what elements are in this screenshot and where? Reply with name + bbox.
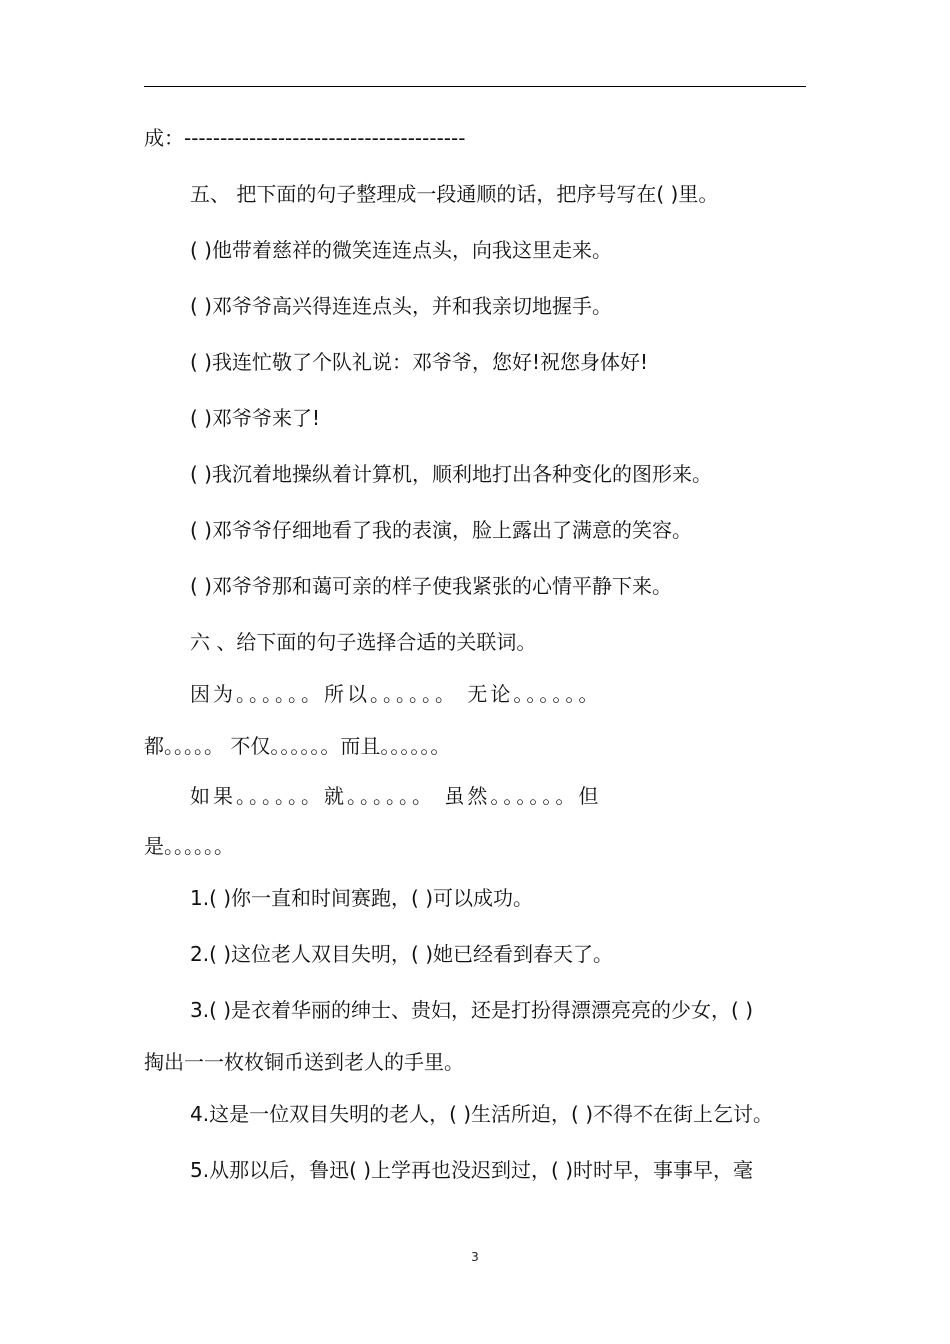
exercise-item: 1.( )你一直和时间赛跑，( )可以成功。 <box>190 886 534 910</box>
page-number: 3 <box>471 1250 479 1264</box>
exercise-item-continuation: 掏出一一枚枚铜币送到老人的手里。 <box>144 1050 464 1074</box>
exercise-item: 2.( )这位老人双目失明，( )她已经看到春天了。 <box>190 942 614 966</box>
sentence-line: ( )邓爷爷那和蔼可亲的样子使我紧张的心情平静下来。 <box>190 574 672 598</box>
conjunction-options: 是。。。。。。 <box>144 834 234 858</box>
exercise-item: 3.( )是衣着华丽的绅士、贵妇，还是打扮得漂漂亮亮的少女，( ) <box>190 998 754 1022</box>
section-heading-six: 六 、给下面的句子选择合适的关联词。 <box>190 630 537 654</box>
exercise-item: 5.从那以后，鲁迅( )上学再也没迟到过，( )时时早，事事早，毫 <box>190 1158 754 1182</box>
sentence-line: ( )邓爷爷高兴得连连点头，并和我亲切地握手。 <box>190 294 612 318</box>
conjunction-options: 因为。。。。。。所以。。。。。。 无论。。。。。。 <box>190 682 602 706</box>
sentence-line: ( )我连忙敬了个队礼说：邓爷爷，您好!祝您身体好! <box>190 350 648 374</box>
conjunction-options: 如果。。。。。。就。。。。。。 虽然。。。。。。但 <box>190 784 602 808</box>
conjunction-options: 都。。。。。 不仅。。。。。。而且。。。。。。 <box>144 734 451 758</box>
sentence-line: ( )他带着慈祥的微笑连连点头，向我这里走来。 <box>190 238 612 262</box>
text-line-continuation: 成：--------------------------------------- <box>144 126 466 150</box>
sentence-line: ( )邓爷爷仔细地看了我的表演，脸上露出了满意的笑容。 <box>190 518 692 542</box>
header-rule <box>144 86 806 87</box>
sentence-line: ( )我沉着地操纵着计算机，顺利地打出各种变化的图形来。 <box>190 462 712 486</box>
section-heading-five: 五、 把下面的句子整理成一段通顺的话，把序号写在( )里。 <box>190 182 719 206</box>
exercise-item: 4.这是一位双目失明的老人，( )生活所迫，( )不得不在街上乞讨。 <box>190 1102 774 1126</box>
sentence-line: ( )邓爷爷来了! <box>190 406 320 430</box>
